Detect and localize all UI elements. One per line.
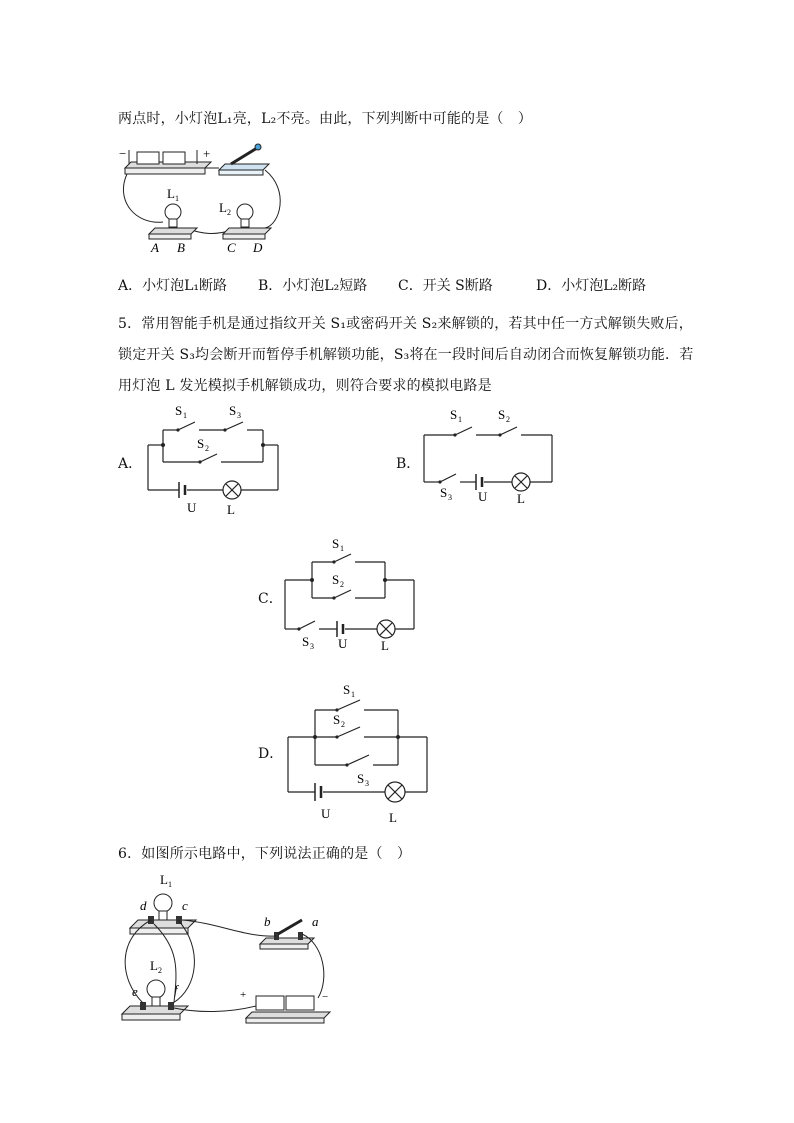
svg-text:2: 2 (340, 580, 344, 589)
svg-text:S: S (333, 712, 341, 727)
svg-text:L: L (150, 958, 158, 973)
q6-circuit-figure (118, 868, 338, 1028)
svg-text:3: 3 (448, 493, 452, 502)
svg-text:U: U (321, 806, 331, 821)
terminal-A: A (151, 240, 159, 255)
svg-text:c: c (182, 898, 188, 913)
battery-holder-icon (246, 996, 330, 1023)
svg-text:S: S (332, 572, 340, 587)
svg-text:2: 2 (227, 208, 231, 217)
q5-line-1: 5．常用智能手机是通过指纹开关 S₁或密码开关 S₂来解锁的，若其中任一方式解锁失败后， (118, 316, 694, 332)
minus-label: − (119, 146, 127, 161)
svg-text:L: L (517, 491, 525, 506)
L1-label: L (167, 186, 175, 201)
svg-text:a: a (312, 914, 319, 929)
q4-option-d[interactable]: D．小灯泡L₂断路 (536, 278, 647, 294)
svg-text:b: b (264, 914, 271, 929)
switch-icon (219, 144, 269, 175)
svg-text:1: 1 (351, 690, 355, 699)
svg-text:2: 2 (158, 966, 162, 975)
svg-text:U: U (478, 489, 488, 504)
svg-text:S: S (332, 536, 340, 551)
q4-option-c[interactable]: C．开关 S断路 (398, 278, 493, 294)
svg-text:2: 2 (205, 444, 209, 453)
q4-stem-line: 两点时，小灯泡L₁亮，L₂不亮。由此，下列判断中可能的是（ ） (118, 111, 533, 127)
q5-option-b-label[interactable]: B． (396, 456, 421, 472)
svg-text:U: U (187, 500, 197, 515)
svg-text:S: S (229, 403, 237, 418)
svg-text:1: 1 (168, 880, 172, 889)
q5-circuit-C[interactable] (282, 532, 422, 657)
q5-option-d-label[interactable]: D． (258, 746, 284, 762)
svg-text:f: f (174, 982, 178, 997)
q5-circuit-B[interactable] (420, 405, 560, 510)
q4-circuit-figure (115, 140, 295, 260)
q5-option-c-label[interactable]: C． (258, 591, 283, 607)
svg-text:3: 3 (365, 779, 369, 788)
svg-text:1: 1 (458, 415, 462, 424)
q6-stem: 6．如图所示电路中，下列说法正确的是（ ） (118, 846, 412, 862)
svg-text:S: S (357, 771, 365, 786)
svg-text:2: 2 (341, 720, 345, 729)
svg-text:S: S (343, 682, 351, 697)
svg-text:S: S (197, 436, 205, 451)
svg-text:S: S (440, 485, 448, 500)
plus-label: + (203, 146, 211, 161)
svg-text:L: L (160, 872, 168, 887)
svg-text:3: 3 (310, 642, 314, 651)
q4-option-a[interactable]: A．小灯泡L₁断路 (118, 278, 228, 294)
svg-text:L: L (389, 810, 397, 825)
svg-text:L: L (381, 638, 389, 653)
q5-line-3: 用灯泡 L 发光模拟手机解锁成功，则符合要求的模拟电路是 (118, 378, 492, 394)
svg-text:3: 3 (237, 411, 241, 420)
svg-text:L: L (227, 502, 235, 517)
svg-text:S: S (175, 403, 183, 418)
q5-circuit-D[interactable] (285, 675, 435, 830)
svg-text:S: S (450, 407, 458, 422)
q5-circuit-A[interactable] (145, 400, 290, 520)
bulb-L1-icon (149, 204, 197, 239)
svg-text:S: S (498, 407, 506, 422)
terminal-C: C (227, 240, 236, 255)
svg-text:e: e (132, 984, 138, 999)
q5-line-2: 锁定开关 S₃均会断开而暂停手机解锁功能，S₃将在一段时间后自动闭合而恢复解锁功能．若 (118, 347, 694, 363)
svg-text:S: S (302, 634, 310, 649)
svg-text:−: − (322, 991, 329, 1003)
svg-text:2: 2 (506, 415, 510, 424)
svg-text:d: d (140, 898, 147, 913)
svg-text:U: U (338, 636, 348, 651)
svg-text:+: + (240, 989, 247, 1001)
q4-option-b[interactable]: B．小灯泡L₂短路 (258, 278, 368, 294)
terminal-B: B (177, 240, 185, 255)
q5-option-a-label[interactable]: A． (118, 456, 143, 472)
svg-text:1: 1 (175, 194, 179, 203)
svg-text:1: 1 (183, 411, 187, 420)
battery-holder-icon (125, 150, 211, 174)
terminal-D: D (253, 240, 263, 255)
L2-label: L (219, 200, 227, 215)
svg-text:1: 1 (340, 544, 344, 553)
